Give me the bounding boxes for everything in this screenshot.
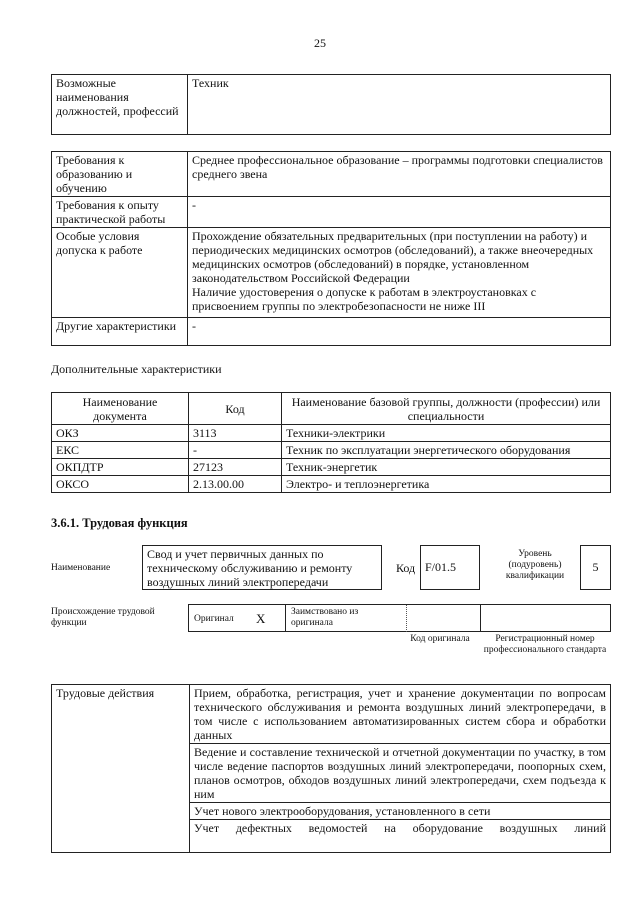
actions-table [51,684,611,853]
row-doc: ОКСО [52,476,189,493]
level-label: Уровень (подуровень) квалификации [505,549,565,581]
origin-label: Происхождение трудовой функции [51,607,155,628]
divider [188,605,189,632]
conditions-label: Особые условия допуска к работе [52,228,188,318]
row-name: Техник-энергетик [282,459,611,476]
positions-value: Техник [188,75,611,135]
function-heading: 3.6.1. Трудовая функция [51,516,188,530]
table-row [52,476,611,493]
additional-heading: Дополнительные характеристики [51,362,222,376]
borrowed-label: Заимствовано из оригинала [291,607,359,628]
row-name: Техники-электрики [282,425,611,442]
positions-label: Возможные наименования должностей, профессий [52,75,188,135]
row-code: - [189,442,282,459]
original-mark: X [256,611,266,626]
additional-table [51,392,611,493]
table-row [52,459,611,476]
original-label: Оригинал [194,614,234,624]
reg-number-label: Регистрационный номер профессионального стандарта [483,634,607,655]
experience-label: Требования к опыту практической работы [52,197,188,228]
divider [480,605,481,632]
code-original-label: Код оригинала [410,634,470,644]
row-doc: ОКЗ [52,425,189,442]
action-item: Учет дефектных ведомостей на оборудование воздушных линий [190,820,611,853]
table-row [52,425,611,442]
level-value: 5 [580,545,611,590]
table-row [52,442,611,459]
education-label: Требования к образованию и обучению [52,152,188,197]
actions-label: Трудовые действия [52,685,190,853]
action-item: Учет нового электрооборудования, установленного в сети [190,803,611,820]
positions-table [51,74,611,135]
row-code: 3113 [189,425,282,442]
row-name: Электро- и теплоэнергетика [282,476,611,493]
header-group: Наименование базовой группы, должности (профессии) или специальности [282,393,611,425]
conditions-value [188,228,611,318]
header-code: Код [189,393,282,425]
row-code: 2.13.00.00 [189,476,282,493]
action-item: Ведение и составление технической и отчетной документации по участку, в том числе ведение паспортов воздушных линий электропередачи, поопорных схем, планов осмотров, обходов воздушных линий электропередачи, схем подъезда к ним [190,744,611,803]
divider [285,605,286,632]
origin-box [188,604,611,632]
row-name: Техник по эксплуатации энергетического оборудования [282,442,611,459]
row-doc: ОКПДТР [52,459,189,476]
education-value: Среднее профессиональное образование – программы подготовки специалистов среднего звена [188,152,611,197]
requirements-table [51,151,611,346]
divider [406,605,407,632]
action-item: Прием, обработка, регистрация, учет и хранение документации по вопросам технического обслуживания и ремонта воздушных линий электропередачи, в том числе с использованием автоматизированных систем сбора и обработки данных [190,685,611,744]
other-value: - [188,318,611,346]
divider [610,605,611,632]
conditions-medical: Прохождение обязательных предварительных (при поступлении на работу) и периодических медицинских осмотров (обследований), а также внеочередных медицинских осмотров (обследований) в порядке, установленном законодательством Российской Федерации [192,229,594,285]
function-name-value: Свод и учет первичных данных по техническому обслуживанию и ремонту воздушных линий электропередачи [142,545,382,590]
row-doc: ЕКС [52,442,189,459]
other-label: Другие характеристики [52,318,188,346]
page-number: 25 [314,36,326,50]
function-code-value: F/01.5 [420,545,480,590]
row-code: 27123 [189,459,282,476]
experience-value: - [188,197,611,228]
header-document: Наименование документа [52,393,189,425]
name-label: Наименование [51,563,111,573]
conditions-electrical: Наличие удостоверения о допуске к работам в электроустановках с присвоением группы по электробезопасности не ниже III [192,285,537,313]
code-label: Код [396,561,416,575]
